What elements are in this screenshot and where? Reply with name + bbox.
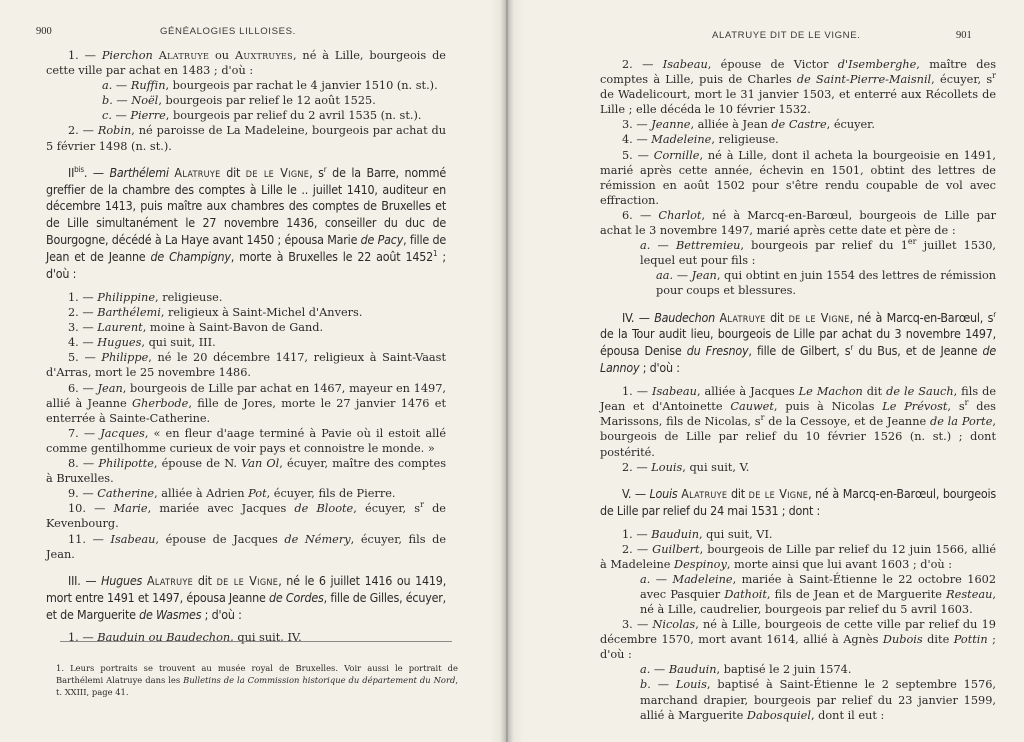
entry-louis-v3b: b. — Louis, baptisé à Saint-Étienne le 2 septembre 1576, marchand drapier, bourgeois par relief du 23 janvier 1599, allié à Marguerite Dabosquiel, dont il eut : <box>640 678 996 722</box>
child-philipotte: 8. — Philipotte, épouse de N. Van Ol, écuyer, maître des comptes à Bruxelles. <box>46 457 446 486</box>
entry-isabeau-iv1: 1. — Isabeau, alliée à Jacques Le Machon dit de le Sauch, fils de Jean et d'Antoinette Cauwet, puis à Nicolas Le Prévost, $s^r$ des Marissons, fils de Nicolas, $s^r$ de la Cessoye, et de Jeanne de la Porte, bourgeois de Lille par relief du 10 février 1526 (n. st.) ; dont postérité. <box>600 385 997 459</box>
entry-madeleine-r4: 4. — Madeleine, religieuse. <box>622 133 779 147</box>
entry-bauduin-v3a: a. — Bauduin, baptisé le 2 juin 1574. <box>640 663 852 677</box>
child-jean: 6. — Jean, bourgeois de Lille par achat en 1467, mayeur en 1497, allié à Jeanne Gherbode, fille de Jores, morte le 27 janvier 1476 et enterrée à Sainte-Catherine. <box>46 381 447 425</box>
right-text-column <box>600 57 996 723</box>
entry-jeanne-r3: 3. — Jeanne, alliée à Jean de Castre, écuyer. <box>622 118 875 132</box>
left-page-number: 900 <box>36 26 52 37</box>
entry-cornille-r5: 5. — Cornille, né à Lille, dont il acheta la bourgeoisie en 1491, marié après cette année, échevin en 1501, obtint des lettres de rémission en août 1502 pour s'être rendu coupable de vol avec effraction. <box>600 148 997 207</box>
child-bauduin: 1. — Bauduin ou Baudechon, qui suit, IV. <box>68 631 302 645</box>
child-marie: 10. — Marie, mariée avec Jacques de Bloote, écuyer, $s^r$ de Kevenbourg. <box>46 500 446 531</box>
entry-jean-aa: aa. — Jean, qui obtint en juin 1554 des lettres de rémission pour coups et blessures. <box>656 269 997 298</box>
entry-isabeau-r2: 2. — Isabeau, épouse de Victor d'Isemberghe, maître des comptes à Lille, puis de Charles de Saint-Pierre-Maisnil, écuyer, $s^r$ de Wadelicourt, mort le 31 janvier 1503, et enterré aux Récollets de Lille ; elle décéda le 10 février 1532. <box>600 58 996 117</box>
entry-pierchon: 1. — Pierchon Alatruye ou Auxtruyes, né à Lille, bourgeois de cette ville par achat en 1483 ; d'où : <box>46 49 446 78</box>
entry-guilbert-v2: 2. — Guilbert, bourgeois de Lille par relief du 12 juin 1566, allié à Madeleine Despinoy, morte ainsi que lui avant 1603 ; d'où : <box>600 542 997 571</box>
right-page-number: 901 <box>956 30 972 41</box>
right-page <box>516 0 1024 742</box>
child-isabeau: 11. — Isabeau, épouse de Jacques de Némery, écuyer, fils de Jean. <box>46 532 447 561</box>
entry-bettremieu: a. — Bettremieu, bourgeois par relief du 1er juillet 1530, lequel eut pour fils : <box>640 237 996 268</box>
entry-madeleine-v2a: a. — Madeleine, mariée à Saint-Étienne le 22 octobre 1602 avec Pasquier Dathoit, fils de Jean et de Marguerite Resteau, né à Lille, caudrelier, bourgeois par relief du 5 avril 1603. <box>640 572 997 616</box>
left-page <box>0 0 508 742</box>
child-laurent: 3. — Laurent, moine à Saint-Bavon de Gand. <box>68 321 324 335</box>
entry-nicolas-v3: 3. — Nicolas, né à Lille, bourgeois de cette ville par relief du 19 décembre 1570, mort avant 1614, allié à Agnès Dubois dite Pottin ; d'où : <box>600 618 996 662</box>
entry-barthelemi: $II^{bis}$. — Barthélemi Alatruye dit de le Vigne, $s^r$ de la Barre, nommé greffier de la chambre des comptes à Lille le .. juillet 1410, auditeur en décembre 1413, puis maître aux chambres des comptes de Bruxelles et de Lille simultanément le 27 novembre 1436, conseiller du duc de Bourgogne, décédé à La Haye avant 1450 ; épousa Marie de Pacy, fille de Jean et de Jeanne de Champigny, morte à Bruxelles le 22 août 1452$^1$ ; d'où : <box>46 164 446 282</box>
entry-bauduin-v1: 1. — Bauduin, qui suit, VI. <box>622 527 773 541</box>
child-hugues: 4. — Hugues, qui suit, III. <box>68 336 216 350</box>
entry-ruffin: a. — Ruffin, bourgeois par rachat le 4 janvier 1510 (n. st.). <box>102 79 438 93</box>
left-text-column <box>46 48 446 646</box>
entry-robin: 2. — Robin, né paroisse de La Madeleine, bourgeois par achat du 5 février 1498 (n. st.). <box>46 124 447 153</box>
child-philippe: 5. — Philippe, né le 20 décembre 1417, religieux à Saint-Vaast d'Arras, mort le 25 novembre 1486. <box>46 351 447 380</box>
child-barthelemi: 2. — Barthélemi, religieux à Saint-Michel d'Anvers. <box>68 306 363 320</box>
entry-noel: b. — Noël, bourgeois par relief le 12 août 1525. <box>102 94 376 108</box>
child-jacques: 7. — Jacques, « en fleur d'aage terminé à Pavie où il estoit allé comme gentilhomme curieux de voir pays et connoistre le monde. » <box>46 426 447 455</box>
footnote: 1. Leurs portraits se trouvent au musée royal de Bruxelles. Voir aussi le portrait de Barthélemi Alatruye dans les Bulletins de la Commission historique du département du Nord, t. XXIII, page 41. <box>56 663 458 697</box>
entry-louis-iv2: 2. — Louis, qui suit, V. <box>622 460 750 474</box>
footnote-rule <box>60 641 452 642</box>
entry-hugues-iii: III. — Hugues Alatruye dit de le Vigne, né le 6 juillet 1416 ou 1419, mort entre 1491 et 1497, épousa Jeanne de Cordes, fille de Gilles, écuyer, et de Marguerite de Wasmes ; d'où : <box>46 572 447 622</box>
right-running-head: ALATRUYE DIT DE LE VIGNE. <box>712 30 861 41</box>
entry-baudechon-iv: IV. — Baudechon Alatruye dit de le Vigne, né à Marcq-en-Barœul, $s^r$ de la Tour audit lieu, bourgeois de Lille par achat du 3 novembre 1497, épousa Denise du Fresnoy, fille de Gilbert, $s^r$ du Bus, et de Jeanne de Lannoy ; d'où : <box>600 309 996 376</box>
entry-pierre: c. — Pierre, bourgeois par relief du 2 avril 1535 (n. st.). <box>102 109 422 123</box>
entry-louis-v: V. — Louis Alatruye dit de le Vigne, né à Marcq-en-Barœul, bourgeois de Lille par relief du 24 mai 1531 ; dont : <box>600 485 997 518</box>
entry-charlot-r6: 6. — Charlot, né à Marcq-en-Barœul, bourgeois de Lille par achat le 3 novembre 1497, marié après cette date et père de : <box>600 208 996 238</box>
child-catherine: 9. — Catherine, alliée à Adrien Pot, écuyer, fils de Pierre. <box>68 487 396 501</box>
left-running-head: GÉNÉALOGIES LILLOISES. <box>160 26 296 37</box>
child-philippine: 1. — Philippine, religieuse. <box>68 291 223 304</box>
